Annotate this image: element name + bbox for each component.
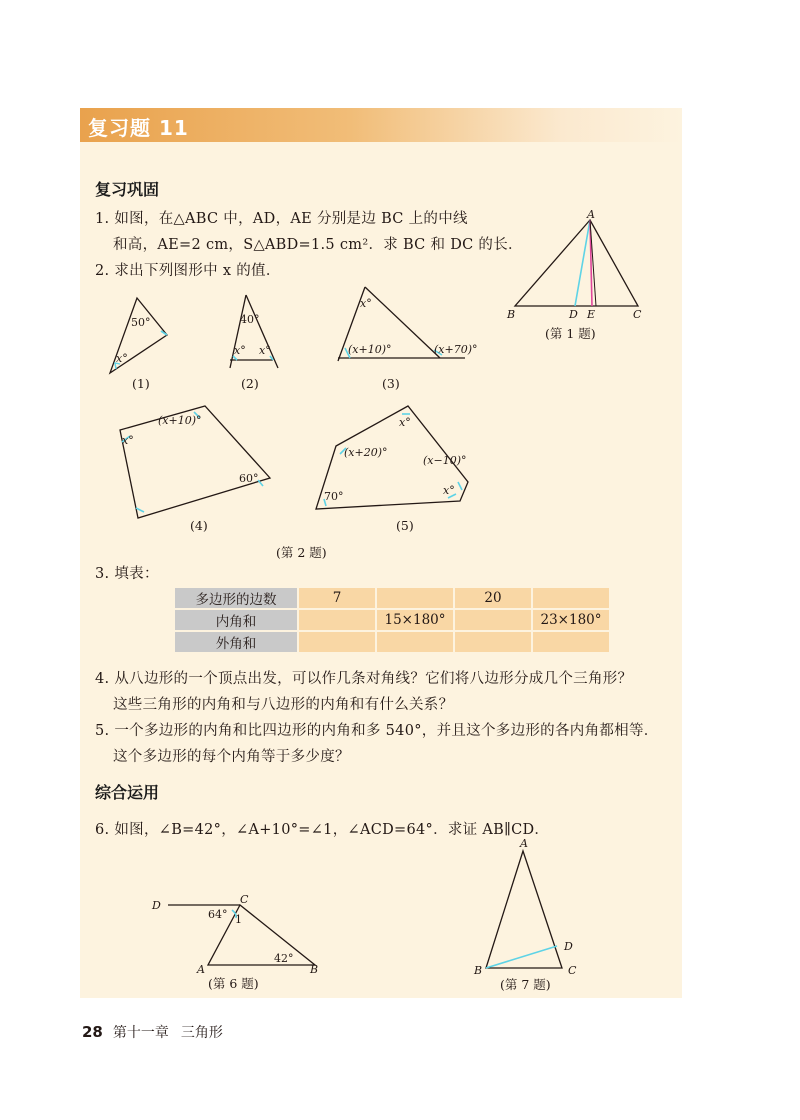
label-C: C bbox=[568, 964, 577, 977]
problem-1-line-2: 和高，AE=2 cm，S△ABD=1.5 cm²．求 BC 和 DC 的长． bbox=[113, 237, 523, 253]
angle-70: 70° bbox=[324, 490, 344, 503]
section-consolidate: 复习巩固 bbox=[95, 180, 160, 199]
caption-sub2: (2) bbox=[241, 376, 259, 391]
table-cell bbox=[455, 632, 531, 652]
table-cell: 7 bbox=[299, 588, 375, 608]
chapter-label: 第十一章 bbox=[112, 1025, 169, 1041]
table-cell: 15×180° bbox=[377, 610, 453, 630]
angle-42: 42° bbox=[274, 952, 294, 965]
angle-x: x° bbox=[360, 297, 372, 310]
caption-fig6: (第 6 题) bbox=[208, 976, 259, 991]
angle-x-plus-10: (x+10)° bbox=[158, 414, 202, 427]
label-B: B bbox=[310, 963, 319, 976]
table-row bbox=[175, 588, 609, 608]
label-C: C bbox=[240, 893, 249, 906]
label-E: E bbox=[587, 308, 596, 321]
label-A: A bbox=[197, 963, 205, 976]
label-D: D bbox=[564, 940, 573, 953]
label-B: B bbox=[474, 964, 483, 977]
label-D: D bbox=[152, 899, 161, 912]
angle-x: x° bbox=[122, 434, 134, 447]
angle-x-right: x° bbox=[443, 484, 455, 497]
problem-5-line-1: 5. 一个多边形的内角和比四边形的内角和多 540°，并且这个多边形的各内角都相等． bbox=[95, 723, 659, 739]
figure-problem-1 bbox=[505, 205, 650, 340]
problem-4-line-1: 4. 从八边形的一个顶点出发，可以作几条对角线？它们将八边形分成几个三角形？ bbox=[95, 671, 633, 687]
caption-sub5: (5) bbox=[396, 518, 414, 533]
angle-x-plus-70: (x+70)° bbox=[434, 343, 478, 356]
table-row bbox=[175, 610, 609, 630]
angle-x-minus-10: (x−10)° bbox=[423, 454, 467, 467]
table-cell: 20 bbox=[455, 588, 531, 608]
table-cell bbox=[455, 610, 531, 630]
problem-3: 3. 填表： bbox=[95, 566, 159, 582]
label-D: D bbox=[569, 308, 578, 321]
figure-problem-7 bbox=[470, 836, 590, 976]
table-cell bbox=[299, 610, 375, 630]
table-row-header: 多边形的边数 bbox=[175, 588, 297, 608]
problem-1-line-1: 1. 如图，在△ABC 中，AD，AE 分别是边 BC 上的中线 bbox=[95, 211, 468, 227]
label-A: A bbox=[520, 837, 528, 850]
label-B: B bbox=[507, 308, 516, 321]
figure-2-5 bbox=[310, 402, 480, 517]
problem-2: 2. 求出下列图形中 x 的值． bbox=[95, 263, 281, 279]
table-cell: 23×180° bbox=[533, 610, 609, 630]
figure-2-3 bbox=[330, 283, 490, 373]
problem-4-line-2: 这些三角形的内角和与八边形的内角和有什么关系？ bbox=[113, 697, 454, 713]
angle-40: 40° bbox=[240, 313, 260, 326]
banner-title: 复习题 11 bbox=[88, 116, 189, 140]
fill-table bbox=[173, 586, 611, 654]
caption-fig2: (第 2 题) bbox=[276, 545, 327, 560]
section-apply: 综合运用 bbox=[95, 783, 160, 802]
page-number: 28 bbox=[82, 1023, 103, 1041]
caption-sub1: (1) bbox=[132, 376, 150, 391]
table-cell bbox=[299, 632, 375, 652]
label-A: A bbox=[587, 208, 595, 221]
figure-2-2 bbox=[220, 290, 290, 375]
page-footer bbox=[82, 1022, 223, 1042]
problem-5-line-2: 这个多边形的每个内角等于多少度？ bbox=[113, 749, 350, 765]
angle-x-right: x° bbox=[259, 344, 271, 357]
chapter-title: 三角形 bbox=[180, 1025, 223, 1041]
angle-64: 64° bbox=[208, 908, 228, 921]
caption-fig7: (第 7 题) bbox=[500, 977, 551, 992]
label-C: C bbox=[633, 308, 642, 321]
angle-60: 60° bbox=[239, 472, 259, 485]
review-banner bbox=[80, 108, 682, 142]
caption-sub4: (4) bbox=[190, 518, 208, 533]
table-cell bbox=[377, 588, 453, 608]
angle-x-plus-20: (x+20)° bbox=[344, 446, 388, 459]
angle-50: 50° bbox=[131, 316, 151, 329]
caption-sub3: (3) bbox=[382, 376, 400, 391]
figure-2-4 bbox=[108, 400, 283, 525]
table-row-header: 内角和 bbox=[175, 610, 297, 630]
table-cell bbox=[533, 588, 609, 608]
figure-2-1 bbox=[100, 290, 180, 380]
figure-problem-6 bbox=[148, 890, 328, 980]
angle-x-top: x° bbox=[399, 416, 411, 429]
angle-x-left: x° bbox=[234, 344, 246, 357]
table-cell bbox=[533, 632, 609, 652]
caption-fig1: (第 1 题) bbox=[545, 326, 596, 341]
problem-6: 6. 如图，∠B=42°，∠A+10°=∠1，∠ACD=64°．求证 AB∥CD． bbox=[95, 822, 550, 838]
table-cell bbox=[377, 632, 453, 652]
table-row bbox=[175, 632, 609, 652]
table-row-header: 外角和 bbox=[175, 632, 297, 652]
angle-1: 1 bbox=[235, 913, 242, 926]
angle-x: x° bbox=[116, 352, 128, 365]
angle-x-plus-10: (x+10)° bbox=[348, 343, 392, 356]
